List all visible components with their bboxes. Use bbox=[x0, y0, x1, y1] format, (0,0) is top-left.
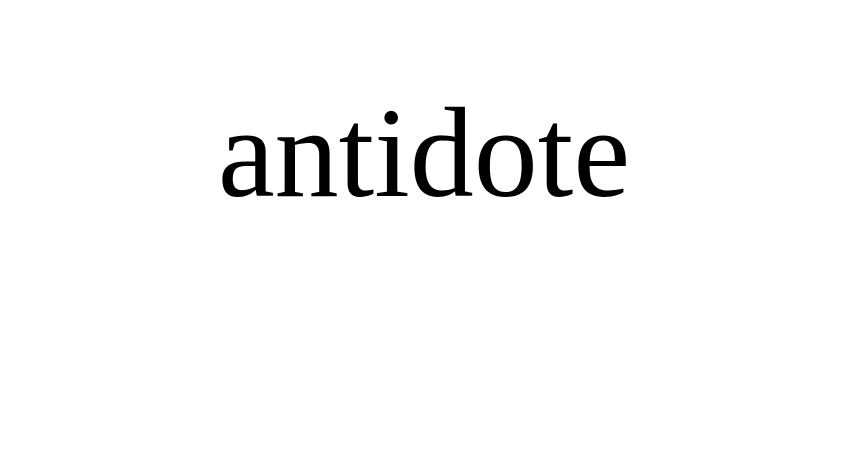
word-text: antidote bbox=[217, 82, 631, 224]
